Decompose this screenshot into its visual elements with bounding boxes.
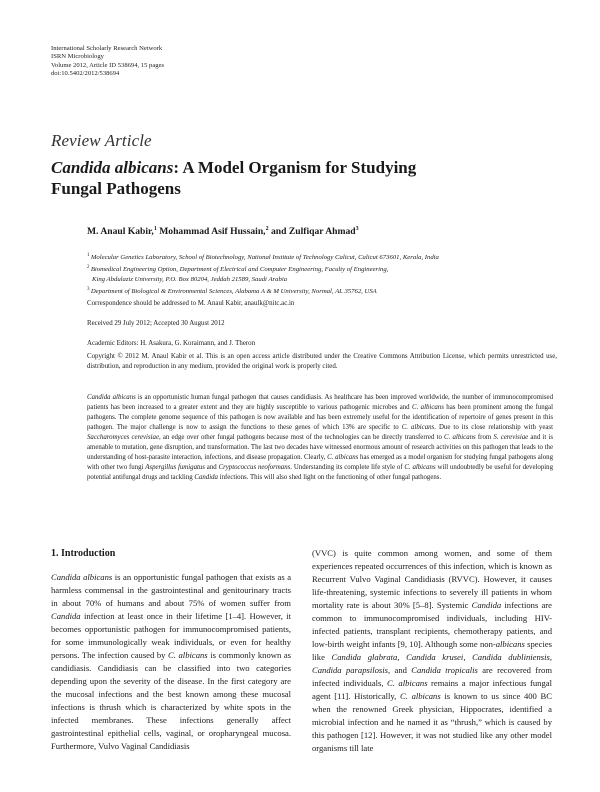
journal-doi: doi:10.5402/2012/538694 bbox=[51, 70, 120, 78]
italic-term: C. albicans bbox=[387, 678, 428, 688]
italic-term: Saccharomyces cerevisiae bbox=[87, 434, 159, 442]
text-run: will undoubtedly be useful for developing potential antifungal drugs and tackling bbox=[87, 464, 553, 482]
italic-term: Candida bbox=[51, 611, 81, 621]
text-run: (VVC) is quite common among women, and some of them experiences repeated occurrences of this infection, which is known as Recurrent Vulvo Vaginal Candidiasis (RVVC). However, it causes life-threatening, systemic infections to severely ill patients in whom mortality rate is about 30% [5–8]. Systemic bbox=[312, 548, 552, 610]
text-run: is an opportunistic human fungal pathogen that causes candidiasis. As healthcare has been improved worldwide, the number of immunocompromised patients has been increased to a greater extent and they are highly susceptible to various pathogenic microbes and bbox=[87, 394, 554, 412]
italic-term: C. albicans bbox=[327, 454, 359, 462]
affiliation-text: Department of Biological & Environmental Sciences, Alabama A & M University, Normal, AL 35762, USA bbox=[90, 288, 377, 296]
academic-editors: Academic Editors: H. Asakura, G. Koraimann, and J. Theron bbox=[87, 340, 256, 347]
text-run: are recovered from infected individuals, bbox=[312, 665, 553, 688]
italic-term: Candida bbox=[471, 600, 502, 610]
text-run: and bbox=[204, 464, 219, 472]
affiliation-line bbox=[87, 263, 557, 275]
section-heading: 1. Introduction bbox=[51, 548, 116, 559]
affiliation-mark: 2 bbox=[87, 265, 90, 271]
affiliation-line bbox=[87, 251, 557, 263]
received-dates: Received 29 July 2012; Accepted 30 August 2012 bbox=[87, 320, 225, 327]
text-run: , an edge over other fungal pathogens because most of the technologies can be directly transferred to bbox=[158, 434, 445, 442]
italic-term: C. albicans bbox=[168, 650, 208, 660]
italic-term: Candida dubliniensis bbox=[472, 652, 550, 662]
italic-term: C. albicans bbox=[401, 424, 435, 432]
journal-name: International Scholarly Research Network bbox=[51, 45, 163, 52]
text-run: infections are common to immunocompromised individuals, including HIV-infected patients, transplant recipients, chemotherapy patients, and low-birth weight infants [9, 10]. Although some non- bbox=[312, 600, 552, 649]
correspondence: Correspondence should be addressed to M. Anaul Kabir, anaulk@nitc.ac.in bbox=[87, 300, 295, 307]
text-run: infections. This will also shed light on the functioning of other fungal pathogens. bbox=[217, 474, 442, 482]
title-italic: Candida albicans bbox=[51, 158, 174, 177]
text-run: remains a major infectious fungal agent [11]. Historically, bbox=[312, 678, 552, 701]
journal-subtitle: ISRN Microbiology bbox=[51, 53, 104, 61]
article-title bbox=[51, 157, 471, 199]
affiliation-line bbox=[87, 275, 557, 285]
text-run: species like bbox=[312, 639, 552, 662]
abstract bbox=[87, 393, 553, 483]
author-affiliation-mark: 1 bbox=[153, 226, 157, 232]
italic-term: Candida bbox=[194, 474, 218, 482]
title-rest: : A Model Organism for Studying Fungal Pathogens bbox=[51, 158, 417, 198]
text-run: is commonly known as candidiasis. Candidiasis can be classified into two categories depending upon the severity of the disease. In the first category are the mucosal infections and the best known among these mucosal infections is thrush which is characterized by white spots in the infected membranes. These infections generally affect gastrointestinal epithelial cells, vaginal, or oropharyngeal mucosa. Furthermore, Vulvo Vaginal Candidiasis bbox=[51, 650, 292, 751]
text-run: is an opportunistic fungal pathogen that exists as a harmless commensal in the gastrointestinal and genitourinary tracts in about 70% of humans and about 75% of women suffer from bbox=[51, 572, 292, 608]
italic-term: Candida krusei bbox=[406, 652, 464, 662]
author-name: Mohammad Asif Hussain, bbox=[156, 226, 266, 238]
affiliation-line bbox=[87, 285, 557, 297]
affiliation-text: Biomedical Engineering Option, Department of Electrical and Computer Engineering, Faculty of Engineering, bbox=[90, 266, 389, 274]
text-run: , bbox=[397, 652, 407, 662]
italic-term: Candida parapsilosis bbox=[312, 665, 388, 675]
text-run: , bbox=[549, 652, 552, 662]
affiliation-mark: 1 bbox=[87, 253, 90, 258]
body-column-right bbox=[312, 547, 552, 755]
author-name: M. Anaul Kabir, bbox=[87, 226, 154, 238]
body-column-left bbox=[51, 571, 291, 753]
italic-term: Candida albicans bbox=[51, 572, 113, 582]
text-run: . Due to its close relationship with yeast bbox=[434, 424, 553, 432]
text-run: infection at least once in their lifetime [1–4]. However, it becomes opportunistic pathogen for immunocompromised patients, for some immunologically weak individuals, or even for healthy persons. The infection caused by bbox=[51, 611, 291, 660]
journal-header bbox=[51, 45, 164, 79]
italic-term: albicans bbox=[495, 639, 525, 649]
journal-volume: Volume 2012, Article ID 538694, 15 pages bbox=[51, 61, 165, 69]
author-name: and Zulfiqar Ahmad bbox=[268, 226, 356, 238]
text-run: from bbox=[475, 434, 494, 442]
text-run: , bbox=[463, 652, 473, 662]
italic-term: C. albicans bbox=[400, 691, 441, 701]
text-run: has emerged as a model organism for studying fungal pathogens along with other two fungi bbox=[87, 454, 554, 472]
italic-term: Aspergillus fumigatus bbox=[145, 464, 205, 472]
italic-term: Candida tropicalis bbox=[411, 665, 478, 675]
text-run: is known to us since 400 BC when the renowned Greek physician, Hippocrates, identified a microbial infection and he named it as “thrush,” which is caused by this pathogen [12]. However, it was not studied like any other model organisms till late bbox=[312, 691, 552, 753]
italic-term: Cryptococcus neoformans bbox=[218, 464, 291, 472]
italic-term: C. albicans bbox=[444, 434, 476, 442]
affiliations bbox=[87, 251, 557, 298]
italic-term: C. albicans bbox=[412, 404, 444, 412]
italic-term: Candida albicans bbox=[87, 394, 136, 401]
author-affiliation-mark: 2 bbox=[265, 226, 269, 232]
text-run: , and bbox=[388, 665, 412, 675]
author-affiliation-mark: 3 bbox=[355, 226, 359, 232]
article-type: Review Article bbox=[51, 131, 152, 150]
text-run: . Understanding its complete life style of bbox=[290, 464, 405, 472]
affiliation-text: King Abdulaziz University, P.O. Box 80204, Jeddah 21589, Saudi Arabia bbox=[92, 276, 288, 284]
copyright-notice: Copyright © 2012 M. Anaul Kabir et al. This is an open access article distributed under the Creative Commons Attribution License, which permits unrestricted use, distribution, and reproduction in any medium, provided the original work is properly cited. bbox=[87, 353, 557, 370]
text-run: and it is amenable to mutation, gene disruption, and transformation. The last two decades have witnessed enormous amount of research activities on this pathogen that leads to the understanding of host-parasite interaction, infections, and disease propagation. Clearly, bbox=[87, 434, 553, 462]
text-run: has been prominent among the fungal pathogens. The complete genome sequence of this pathogen is now available and has been extremely useful for the identification of repertoire of genes present in this pathogen. The major challenge is now to assign the functions to these genes of which 13% are specific to bbox=[87, 404, 553, 432]
author-list bbox=[87, 226, 359, 237]
italic-term: S. cerevisiae bbox=[493, 434, 529, 442]
italic-term: C. albicans bbox=[404, 464, 436, 472]
affiliation-mark: 3 bbox=[87, 287, 90, 293]
italic-term: Candida glabrata bbox=[331, 652, 398, 662]
affiliation-text: Molecular Genetics Laboratory, School of Biotechnology, National Institute of Technology Calicut, Calicut 673601, Kerala, India bbox=[90, 254, 439, 262]
